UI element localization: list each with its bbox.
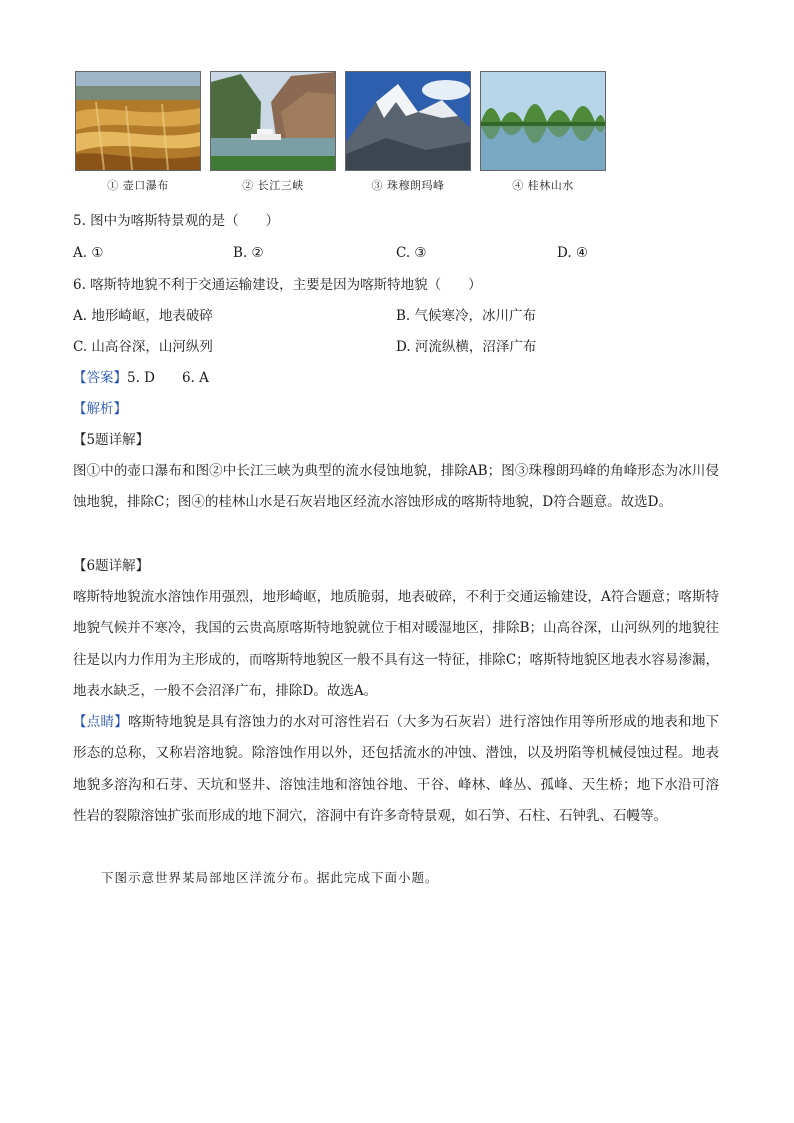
gorge-photo [211,72,335,170]
question-5-option-a: A. ① [73,245,104,261]
detail-6-text: 喀斯特地貌流水溶蚀作用强烈，地形崎岖，地质脆弱，地表破碎，不利于交通运输建设，A符合题意；喀斯特地貌气候并不寒冷，我国的云贵高原喀斯特地貌就位于相对暖湿地区，排除B；山高谷深，山河纵列的地貌往往是以内力作用为主形成的，而喀斯特地貌区一般不具有这一特征，排除C；喀斯特地貌区地表水容易渗漏，地表水缺乏，一般不会沼泽广布，排除D。故选A。 [73,589,719,699]
note-paragraph [73,707,719,832]
photo-caption: ④ 桂林山水 [512,179,574,192]
question-6-stem: 6. 喀斯特地貌不利于交通运输建设，主要是因为喀斯特地貌（ ） [73,277,482,293]
mountain-photo [346,72,470,170]
karst-photo [481,72,605,170]
note-label: 【点睛】 [73,714,128,730]
photo-three-gorges [210,71,336,193]
question-5-option-b: B. ② [233,245,264,261]
question-5-option-d: D. ④ [557,245,589,261]
detail-5-text: 图①中的壶口瀑布和图②中长江三峡为典型的流水侵蚀地貌，排除AB；图③珠穆朗玛峰的角峰形态为冰川侵蚀地貌，排除C；图④的桂林山水是石灰岩地区经流水溶蚀形成的喀斯特地貌，D符合题意。故选D。 [73,463,719,511]
answer-text: 5. D 6. A [127,370,209,386]
answer-line [73,368,209,388]
detail-5-label: 【5题详解】 [73,432,150,448]
photo-caption: ③ 珠穆朗玛峰 [371,179,445,192]
photo-guilin [480,71,606,193]
photo-hukou-waterfall [75,71,201,193]
photo-caption: ② 长江三峡 [242,179,304,192]
detail-6-label: 【6题详解】 [73,558,150,574]
question-6-option-d: D. 河流纵横，沼泽广布 [396,339,537,355]
note-text: 喀斯特地貌是具有溶蚀力的水对可溶性岩石（大多为石灰岩）进行溶蚀作用等所形成的地表和地下形态的总称，又称岩溶地貌。除溶蚀作用以外，还包括流水的冲蚀、潜蚀，以及坍陷等机械侵蚀过程。地表地貌多溶沟和石芽、天坑和竖井、溶蚀洼地和溶蚀谷地、干谷、峰林、峰丛、孤峰、天生桥；地下水沿可溶性岩的裂隙溶蚀扩张而形成的地下洞穴，溶洞中有许多奇特景观，如石笋、石柱、石钟乳、石幔等。 [73,714,719,824]
question-6-option-c: C. 山高谷深，山河纵列 [73,339,213,355]
photo-everest [345,71,471,193]
question-6-option-a: A. 地形崎岖，地表破碎 [73,308,213,324]
question-5-stem: 5. 图中为喀斯特景观的是（ ） [73,213,280,229]
photo-strip [75,71,615,193]
analysis-label: 【解析】 [73,401,127,417]
next-section-intro: 下图示意世界某局部地区洋流分布。据此完成下面小题。 [101,870,439,885]
waterfall-photo [76,72,200,170]
question-6-option-b: B. 气候寒冷，冰川广布 [396,308,537,324]
photo-caption: ① 壶口瀑布 [107,179,169,192]
question-5-option-c: C. ③ [396,245,427,261]
answer-label: 【答案】 [73,370,127,386]
